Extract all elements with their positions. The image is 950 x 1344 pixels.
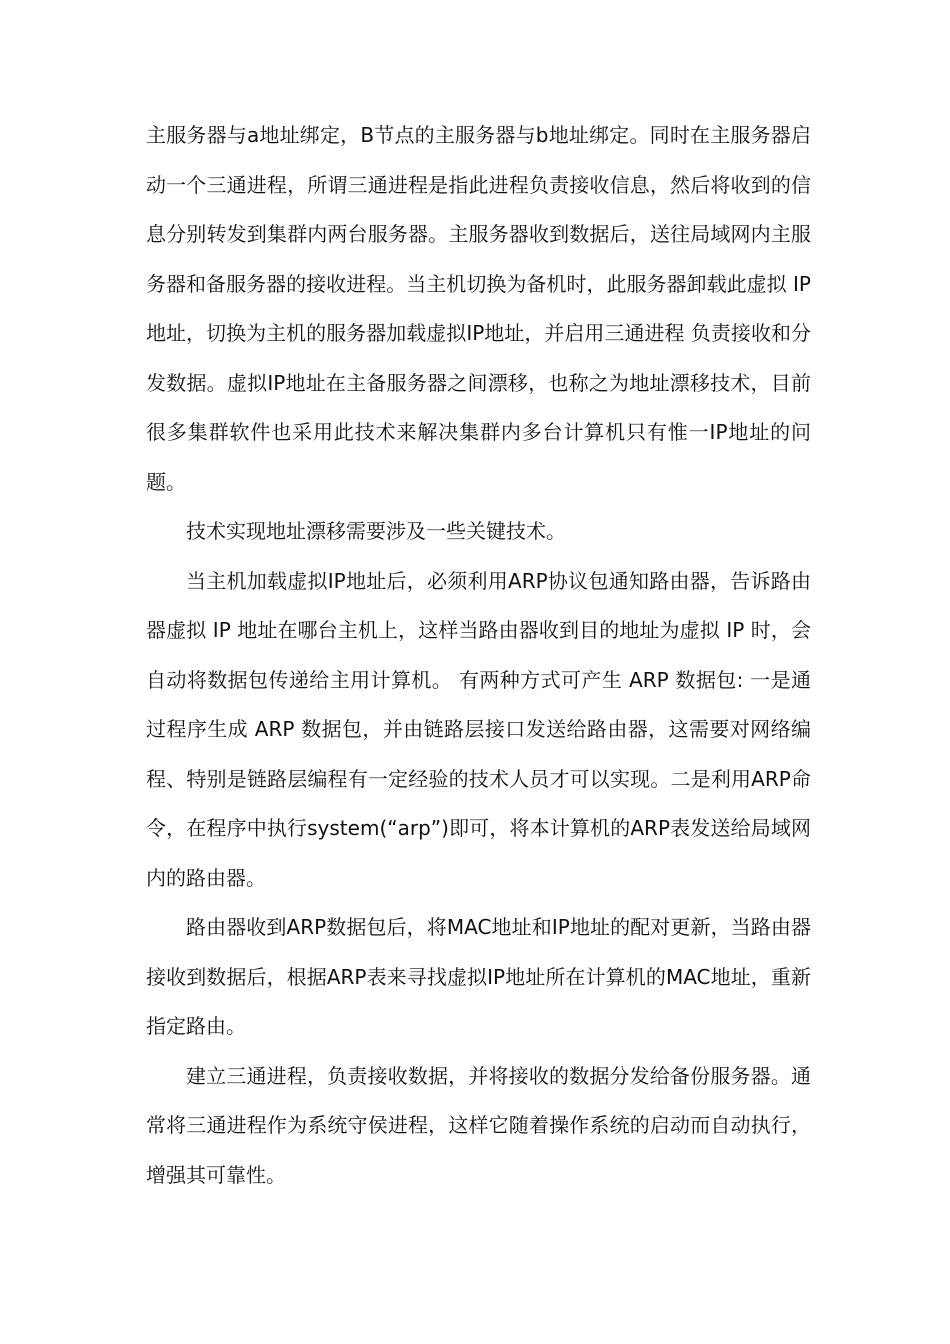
document-body bbox=[146, 111, 811, 1200]
paragraph-continuation: 主服务器与a地址绑定，B节点的主服务器与b地址绑定。同时在主服务器启动一个三通进程，所谓三通进程是指此进程负责接收信息，然后将收到的信息分别转发到集群内两台服务器。主服务器收到数据后，送往局域网内主服务器和备服务器的接收进程。当主机切换为备机时，此服务器卸载此虚拟 IP 地址，切换为主机的服务器加载虚拟IP地址，并启用三通进程 负责接收和分发数据。虚拟IP地址在主备服务器之间漂移，也称之为地址漂移技术，目前很多集群软件也采用此技术来解决集群内多台计算机只有惟一IP地址的问题。 bbox=[146, 123, 811, 494]
paragraph-tee-process: 建立三通进程，负责接收数据，并将接收的数据分发给备份服务器。通常将三通进程作为系统守侯进程，这样它随着操作系统的启动而自动执行，增强其可靠性。 bbox=[146, 1063, 811, 1187]
paragraph-key-tech-intro: 技术实现地址漂移需要涉及一些关键技术。 bbox=[186, 519, 566, 543]
paragraph-router-update: 路由器收到ARP数据包后，将MAC地址和IP地址的配对更新，当路由器接收到数据后，根据ARP表来寻找虚拟IP地址所在计算机的MAC地址，重新指定路由。 bbox=[146, 915, 811, 1038]
paragraph-arp-notify: 当主机加载虚拟IP地址后，必须利用ARP协议包通知路由器，告诉路由器虚拟 IP 地址在哪台主机上，这样当路由器收到目的地址为虚拟 IP 时，会自动将数据包传递给主用计算机。 有两种方式可产生 ARP 数据包: 一是通过程序生成 ARP 数据包，并由链路层接口发送给路由器，这需要对网络编程、特别是链路层编程有一定经验的技术人员才可以实现。二是利用ARP命令，在程序中执行system(“arp”)即可，将本计算机的ARP表发送给局域网内的路由器。 bbox=[146, 568, 811, 890]
